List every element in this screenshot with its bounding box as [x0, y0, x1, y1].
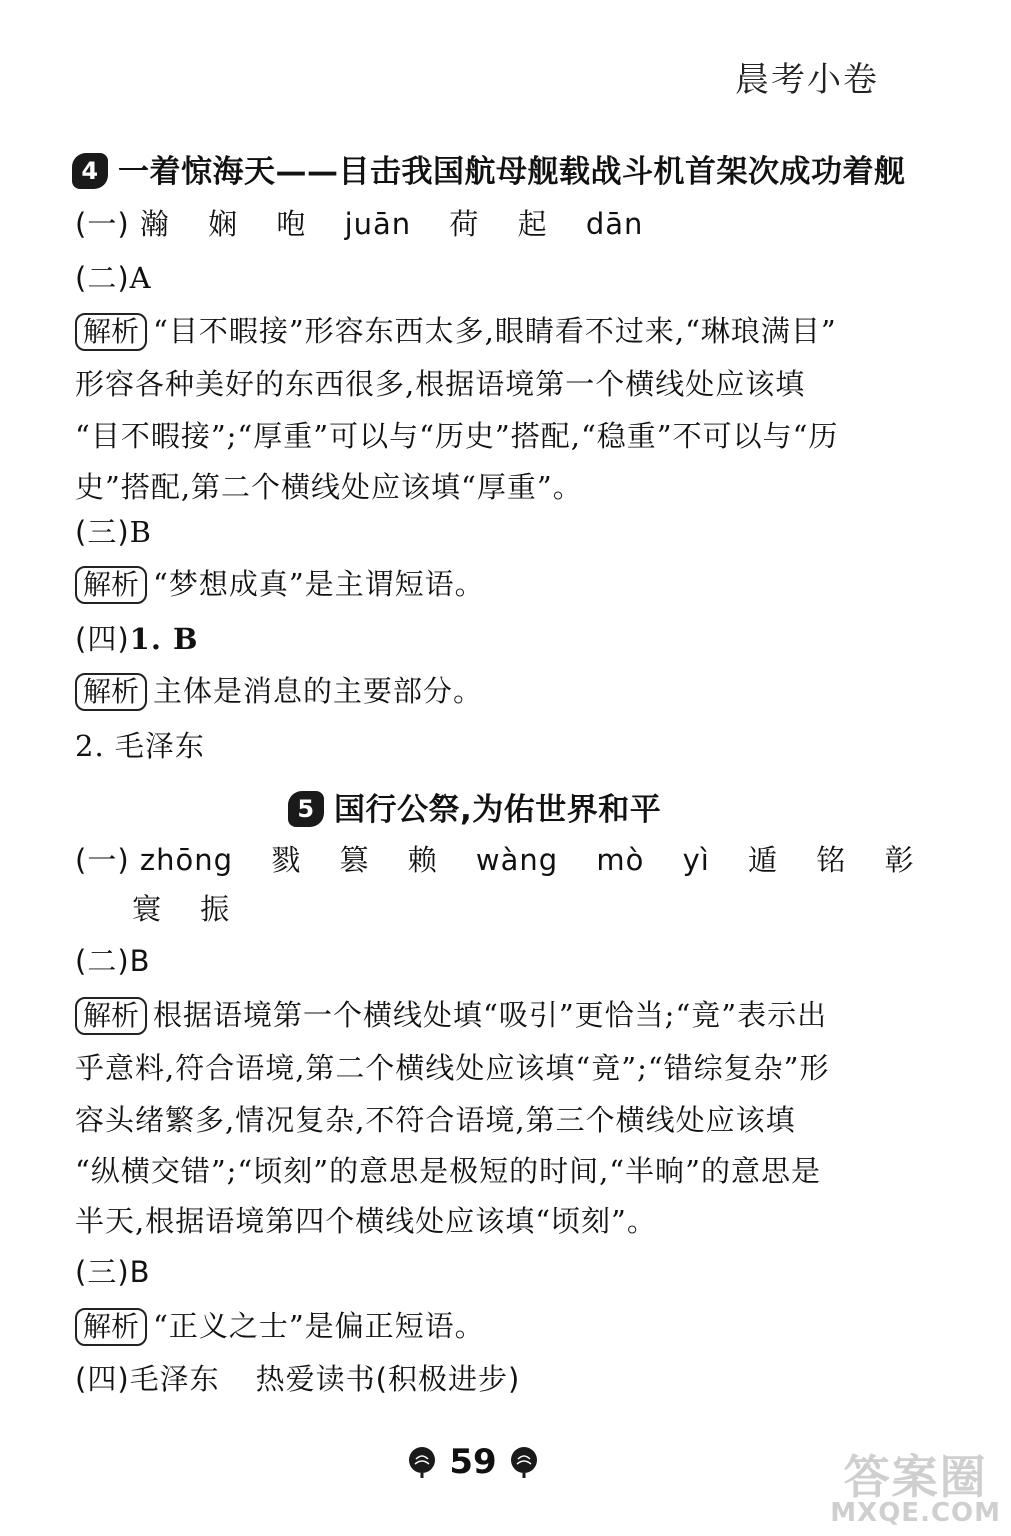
s4-q1-item: dān	[585, 207, 644, 241]
s5-q4-label: (四)	[75, 1362, 130, 1396]
s5-q1-item: 振	[200, 892, 231, 926]
s5-q2-analysis-line1	[75, 993, 827, 1035]
s5-q3-answer: B	[129, 1255, 151, 1289]
s5-q1-item: 寰	[132, 892, 163, 926]
section-5-heading: 国行公祭,为佑世界和平	[334, 792, 662, 828]
s5-q1-item: 赖	[407, 843, 438, 877]
s5-q1-item: yì	[682, 843, 710, 877]
watermark-url: MXQE.COM	[830, 1498, 1001, 1528]
s5-q2-answer: B	[129, 944, 151, 978]
s5-q2-analysis-line2: 乎意料,符合语境,第二个横线处应该填“竟”;“错综复杂”形	[75, 1051, 830, 1085]
s4-q4-analysis	[75, 669, 483, 711]
s5-q2-analysis-line3: 容头绪繁多,情况复杂,不符合语境,第三个横线处应该填	[75, 1103, 796, 1137]
section-5-badge: 5	[288, 791, 324, 827]
s5-q2-label: (二)	[75, 944, 130, 978]
s4-q1	[75, 202, 671, 243]
analysis-text: “正义之士”是偏正短语。	[153, 1309, 485, 1343]
s4-q1-item: juān	[344, 207, 412, 241]
leaf-icon	[507, 1445, 541, 1479]
s5-q3	[75, 1250, 151, 1291]
s4-q3-answer: B	[129, 515, 152, 549]
s4-q1-item: 咆	[276, 207, 307, 241]
s5-q1-item: wàng	[475, 843, 559, 877]
s5-q1-item: mò	[596, 843, 645, 877]
s5-q1-line1	[75, 838, 943, 879]
s5-q1-item: 铭	[816, 843, 847, 877]
s4-q2-label: (二)	[75, 261, 130, 295]
section-4-heading: 一着惊海天——目击我国航母舰载战斗机首架次成功着舰	[118, 154, 906, 190]
analysis-tag: 解析	[75, 566, 147, 604]
analysis-text: 根据语境第一个横线处填“吸引”更恰当;“竟”表示出	[153, 998, 828, 1032]
s5-q3-analysis	[75, 1304, 485, 1346]
s4-q3-label: (三)	[75, 515, 130, 549]
watermark-text: 答案圈	[843, 1450, 988, 1504]
s4-q4	[75, 617, 199, 658]
header-title: 晨考小卷	[735, 60, 879, 100]
s4-q1-label: (一)	[75, 207, 130, 241]
page-number-text: 59	[449, 1442, 497, 1482]
s5-q4	[75, 1357, 520, 1398]
s5-q1-item: 彰	[884, 843, 915, 877]
analysis-text: “目不暇接”形容东西太多,眼睛看不过来,“琳琅满目”	[153, 314, 837, 348]
section-5-title	[288, 784, 661, 829]
section-4-title	[72, 146, 906, 191]
s4-q2-answer: A	[129, 261, 152, 295]
s5-q2	[75, 939, 151, 980]
s4-q2	[75, 256, 152, 297]
leaf-icon	[405, 1445, 439, 1479]
page-number	[0, 1442, 946, 1482]
s4-q2-analysis-line2: 形容各种美好的东西很多,根据语境第一个横线处应该填	[75, 367, 806, 401]
s5-q4-answer: 毛泽东	[129, 1362, 220, 1396]
s4-q3	[75, 510, 152, 551]
analysis-tag: 解析	[75, 673, 147, 711]
s4-q4-2: 2. 毛泽东	[75, 729, 205, 763]
watermark	[830, 1450, 1001, 1528]
analysis-tag: 解析	[75, 997, 147, 1035]
s5-q1-label: (一)	[75, 843, 130, 877]
s4-q2-analysis-line3: “目不暇接”;“厚重”可以与“历史”搭配,“稳重”不可以与“历	[75, 419, 839, 453]
analysis-text: 主体是消息的主要部分。	[153, 674, 484, 708]
s5-q1-line2	[132, 887, 258, 928]
s4-q1-item: 瀚	[139, 207, 170, 241]
s5-q2-analysis-line4: “纵横交错”;“顷刻”的意思是极短的时间,“半晌”的意思是	[75, 1154, 821, 1188]
s5-q2-analysis-line5: 半天,根据语境第四个横线处应该填“顷刻”。	[75, 1204, 657, 1238]
analysis-text: “梦想成真”是主谓短语。	[153, 567, 485, 601]
analysis-tag: 解析	[75, 1308, 147, 1346]
s4-q1-item: 娴	[208, 207, 239, 241]
s5-q4-answer2: 热爱读书(积极进步)	[255, 1362, 521, 1396]
s4-q4-label: (四)	[75, 622, 130, 656]
s4-q3-analysis	[75, 562, 485, 604]
s5-q3-label: (三)	[75, 1255, 130, 1289]
s4-q2-analysis-line1	[75, 309, 837, 351]
s4-q1-item: 起	[517, 207, 548, 241]
s4-q2-analysis-line4: 史”搭配,第二个横线处应该填“厚重”。	[75, 470, 583, 504]
s5-q1-item: zhōng	[139, 843, 233, 877]
s4-q1-item: 荷	[449, 207, 480, 241]
analysis-tag: 解析	[75, 313, 147, 351]
s5-q1-item: 戮	[271, 843, 302, 877]
s5-q1-item: 遁	[748, 843, 779, 877]
s4-q4-answer: 1. B	[129, 622, 199, 656]
s5-q1-item: 篡	[339, 843, 370, 877]
section-4-badge: 4	[72, 153, 108, 189]
